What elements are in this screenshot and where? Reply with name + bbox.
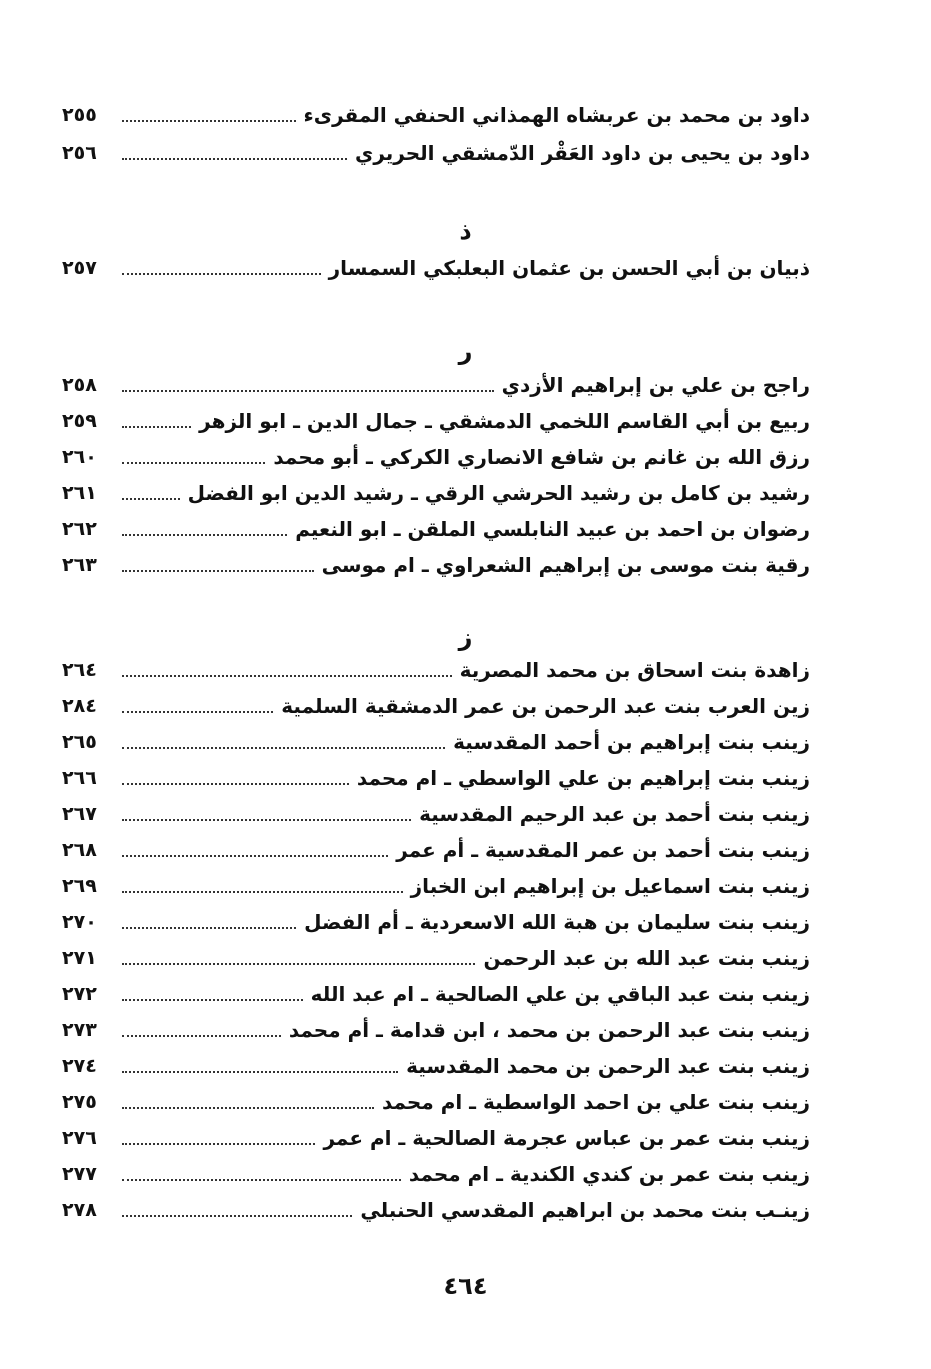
entry-page-number: ٢٦٨ [62,839,97,861]
entry-name: زينب بنت عبد الباقي بن علي الصالحية ـ ام عبد الله [310,982,810,1006]
index-entry [62,1012,810,1048]
index-entry [62,403,810,439]
index-entry [62,547,810,583]
index-entry [62,511,810,547]
entry-page-number: ٢٦٧ [62,803,97,825]
leader-dots [122,273,321,275]
section-letter: ر [458,337,473,365]
index-entry [62,475,810,511]
leader-dots [122,1107,374,1109]
leader-dots [122,570,314,572]
entry-name: داود بن يحيى بن داود العَقْر الدّمشقي الحريري [355,141,810,165]
entry-page-number: ٢٧٠ [62,911,97,933]
leader-dots [122,891,403,893]
index-entry [62,868,810,904]
entry-page-number: ٢٥٨ [62,374,97,396]
entry-page-number: ٢٧٦ [62,1127,97,1149]
entry-page-number: ٢٥٧ [62,257,97,279]
leader-dots [122,783,349,785]
leader-dots [122,1143,315,1145]
leader-dots [122,747,445,749]
entry-name: ربيع بن أبي القاسم اللخمي الدمشقي ـ جمال الدين ـ ابو الزهر [199,409,810,433]
leader-dots [122,120,296,122]
entry-name: زينب بنت سليمان بن هبة الله الاسعردية ـ أم الفضل [304,910,810,934]
entry-page-number: ٢٦١ [62,482,97,504]
index-entry [62,688,810,724]
index-entry [62,135,810,171]
entry-page-number: ٢٧٣ [62,1019,97,1041]
leader-dots [122,1035,281,1037]
entry-name: زينب بنت إبراهيم بن علي الواسطي ـ ام محمد [356,766,810,790]
entry-name: رقية بنت موسى بن إبراهيم الشعراوي ـ ام موسى [321,553,810,577]
index-entry [62,250,810,286]
leader-dots [122,426,191,428]
index-entry [62,1048,810,1084]
leader-dots [122,711,273,713]
entry-name: زينب بنت عبد الرحمن بن محمد ، ابن قدامة ـ أم محمد [288,1018,810,1042]
entry-name: زينب بنت عمر بن عباس عجرمة الصالحية ـ ام عمر [323,1126,810,1150]
entry-page-number: ٢٧١ [62,947,97,969]
entry-name: رشيد بن كامل بن رشيد الحرشي الرقي ـ رشيد الدين ابو الفضل [187,481,810,505]
entry-page-number: ٢٦٩ [62,875,97,897]
entry-page-number: ٢٥٦ [62,142,97,164]
index-entry [62,1156,810,1192]
entry-page-number: ٢٥٩ [62,410,97,432]
leader-dots [122,927,296,929]
index-entry [62,724,810,760]
leader-dots [122,390,494,392]
entry-page-number: ٢٧٨ [62,1199,97,1221]
leader-dots [122,462,265,464]
index-entry [62,940,810,976]
leader-dots [122,158,347,160]
leader-dots [122,498,180,500]
entry-page-number: ٢٦٥ [62,731,97,753]
index-entry [62,904,810,940]
index-entry [62,97,810,133]
entry-name: زينب بنت اسماعيل بن إبراهيم ابن الخباز [410,874,810,898]
entry-name: زينب بنت إبراهيم بن أحمد المقدسية [453,730,810,754]
entry-name: زينب بنت أحمد بن عمر المقدسية ـ أم عمر [396,838,810,862]
leader-dots [122,534,287,536]
index-entry [62,1084,810,1120]
entry-page-number: ٢٧٥ [62,1091,97,1113]
entry-name: راجح بن علي بن إبراهيم الأزدي [501,373,810,397]
index-entry [62,796,810,832]
index-entry [62,367,810,403]
leader-dots [122,855,388,857]
index-entry [62,760,810,796]
entry-name: زينب بنت عمر بن كندي الكندية ـ ام محمد [408,1162,810,1186]
entry-name: زين العرب بنت عبد الرحمن بن عمر الدمشقية السلمية [281,694,810,718]
entry-page-number: ٢٦٤ [62,659,97,681]
index-entry [62,439,810,475]
entry-page-number: ٢٧٤ [62,1055,97,1077]
index-entry [62,1192,810,1228]
entry-page-number: ٢٦٦ [62,767,97,789]
index-entry [62,832,810,868]
entry-page-number: ٢٦٢ [62,518,97,540]
index-entry [62,1120,810,1156]
entry-name: زاهدة بنت اسحاق بن محمد المصرية [459,658,810,682]
section-letter: ز [458,623,473,651]
index-entry [62,652,810,688]
leader-dots [122,675,452,677]
entry-name: زينب بنت علي بن احمد الواسطية ـ ام محمد [381,1090,810,1114]
index-entry [62,976,810,1012]
leader-dots [122,963,475,965]
entry-name: رزق الله بن غانم بن شافع الانصاري الكركي ـ أبو محمد [273,445,810,469]
page-number: ٤٦٤ [443,1272,488,1300]
leader-dots [122,1215,352,1217]
entry-page-number: ٢٦٣ [62,554,97,576]
leader-dots [122,819,411,821]
entry-page-number: ٢٦٠ [62,446,97,468]
leader-dots [122,999,303,1001]
entry-name: رضوان بن احمد بن عبيد النابلسي الملقن ـ ابو النعيم [295,517,810,541]
leader-dots [122,1179,401,1181]
leader-dots [122,1071,398,1073]
entry-page-number: ٢٥٥ [62,104,97,126]
entry-name: داود بن محمد بن عربشاه الهمذاني الحنفي المقرىء [303,103,810,127]
entry-name: زينب بنت أحمد بن عبد الرحيم المقدسية [419,802,810,826]
entry-name: زينب بنت عبد الله بن عبد الرحمن [483,946,810,970]
entry-name: زينـب بنت محمد بن ابراهيم المقدسي الحنبلي [360,1198,810,1222]
entry-page-number: ٢٧٢ [62,983,97,1005]
entry-name: زينب بنت عبد الرحمن بن محمد المقدسية [406,1054,810,1078]
section-letter: ذ [459,217,472,245]
entry-name: ذبيان بن أبي الحسن بن عثمان البعلبكي السمسار [328,256,810,280]
entry-page-number: ٢٨٤ [62,695,97,717]
entry-page-number: ٢٧٧ [62,1163,97,1185]
